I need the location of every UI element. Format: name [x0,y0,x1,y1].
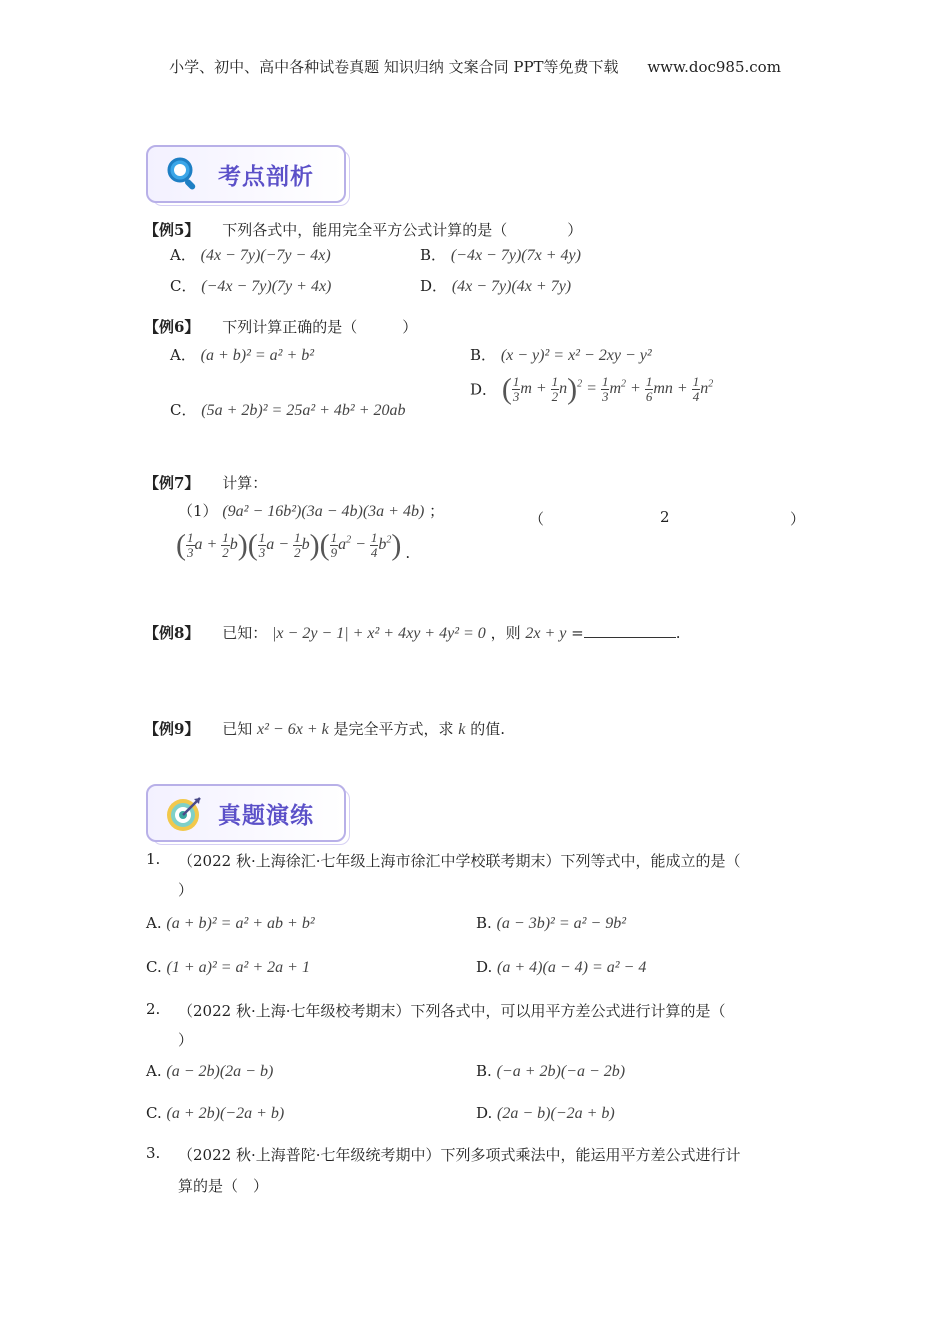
option-d[interactable] [476,958,646,977]
question-number: 2. [146,1000,161,1018]
example-label: 【例7】 [144,474,200,492]
sub-question-1 [178,500,444,521]
stem-mid: 是完全平方式，求 [333,720,454,738]
header-url[interactable]: www.doc985.com [647,58,781,76]
option-expr: (a − 2b)(2a − b) [166,1063,274,1080]
option-expr: ( $\frac{1}{3}$ m + $\frac{1}{2}$ n)$^2$ = $\frac{1}{3}$ $m^2$ + $\frac{1}{6}$ mn + $\frac{1}{4}$ $n^2$ [501,372,714,405]
header-text: 小学、初中、高中各种试卷真题 知识归纳 文案合同 PPT等免费下载 [169,58,619,76]
section-banner-analysis [146,145,354,207]
option-letter: D. [476,1104,493,1122]
question-stem-close: ） [178,1031,194,1049]
sub-2-close: ） [790,510,806,528]
option-c[interactable] [146,958,310,977]
example-label: 【例5】 [144,221,200,239]
stem-mid: ，则 [490,624,521,642]
separator: ； [429,502,445,520]
question-stem: 下列各式中，能用完全平方公式计算的是（ ） [222,221,583,239]
option-b[interactable] [420,244,581,265]
stem-var: k [458,721,466,738]
option-letter: A. [146,914,162,932]
target-icon [164,793,206,835]
sub-expr: (9a² − 16b²)(3a − 4b)(3a + 4b) [222,503,425,520]
equals: = [571,624,584,642]
option-d[interactable] [420,275,571,296]
stem-expr: |x − 2y − 1| + x² + 4xy + 4y² = 0 [272,625,486,642]
option-letter: C． [170,401,197,419]
option-c[interactable] [146,1104,284,1123]
stem-pre: 已知 [222,720,253,738]
option-expr: (a + b)² = a² + b² [200,347,315,364]
period: . [405,544,411,562]
option-letter: C. [146,958,162,976]
option-a[interactable] [170,244,331,265]
option-expr: (4x − 7y)(4x + 7y) [451,278,572,295]
option-expr: (5a + 2b)² = 25a² + 4b² + 20ab [201,402,406,419]
magnifier-icon [164,154,204,194]
option-letter: D． [420,277,448,295]
question-stem: （2022 秋·上海·七年级校考期末）下列各式中，可以用平方差公式进行计算的是（ [178,1002,726,1020]
example-7 [144,472,267,493]
example-9 [144,718,505,739]
example-label: 【例8】 [144,624,200,642]
sub-2-number: 2 [660,508,670,526]
option-letter: B． [470,346,497,364]
example-5 [144,219,582,240]
example-8 [144,622,681,643]
option-b[interactable] [476,914,626,933]
option-letter: A. [146,1062,162,1080]
option-expr: (−4x − 7y)(7x + 4y) [450,247,581,264]
sub-question-2-expr: ( $\frac{1}{3}$ a + $\frac{1}{2}$ b)( $\frac{1}{3}$ a − $\frac{1}{2}$ b)( $\frac{1}{9}$ $a^2$ − $\frac{1}{4}$ $b^2$) . [176,528,411,562]
option-letter: A． [170,346,196,364]
example-label: 【例6】 [144,318,200,336]
option-letter: C． [170,277,197,295]
question-stem-close: ） [178,881,194,899]
section-title: 考点剖析 [218,164,314,190]
section-title: 真题演练 [218,803,314,829]
option-expr: (x − y)² = x² − 2xy − y² [500,347,652,364]
option-expr: (a + 4)(a − 4) = a² − 4 [497,959,647,976]
option-a[interactable] [146,914,315,933]
option-d[interactable] [470,372,713,406]
option-expr: (a − 3b)² = a² − 9b² [496,915,627,932]
option-c[interactable] [170,399,406,420]
option-expr: (−4x − 7y)(7y + 4x) [201,278,332,295]
option-expr: (−a + 2b)(−a − 2b) [496,1063,626,1080]
page-header [0,56,950,77]
option-d[interactable] [476,1104,615,1123]
option-letter: D． [470,380,498,399]
stem-end: 的值. [470,720,505,738]
question-number: 3. [146,1144,161,1162]
section-banner-practice [146,784,354,846]
option-expr: (4x − 7y)(−7y − 4x) [200,247,331,264]
stem-expr: x² − 6x + k [257,721,329,738]
option-letter: B. [476,914,492,932]
question-number: 1. [146,850,161,868]
question-stem: 计算： [222,474,268,492]
period: . [675,624,681,642]
question-stem-cont: 算的是（ ） [178,1177,269,1195]
option-letter: D. [476,958,493,976]
option-c[interactable] [170,275,331,296]
option-letter: A． [170,246,196,264]
answer-blank[interactable] [584,623,676,638]
option-b[interactable] [470,344,652,365]
option-letter: B． [420,246,447,264]
sub-label: （1） [178,502,218,520]
question-stem: （2022 秋·上海普陀·七年级统考期中）下列多项式乘法中，能运用平方差公式进行计 [178,1146,741,1164]
stem-pre: 已知： [222,624,268,642]
option-expr: (1 + a)² = a² + 2a + 1 [166,959,310,976]
example-6 [144,316,417,337]
option-expr: (2a − b)(−2a + b) [497,1105,615,1122]
option-letter: B. [476,1062,492,1080]
option-a[interactable] [170,344,314,365]
option-a[interactable] [146,1062,273,1081]
option-expr: (a + b)² = a² + ab + b² [166,915,315,932]
option-expr: (a + 2b)(−2a + b) [166,1105,285,1122]
option-b[interactable] [476,1062,625,1081]
example-label: 【例9】 [144,720,200,738]
option-letter: C. [146,1104,162,1122]
question-stem: （2022 秋·上海徐汇·七年级上海市徐汇中学校联考期末）下列等式中，能成立的是（ [178,852,741,870]
question-stem: 下列计算正确的是（ ） [222,318,418,336]
stem-expr2: 2x + y [525,625,567,642]
sub-2-open: （ [529,510,545,528]
